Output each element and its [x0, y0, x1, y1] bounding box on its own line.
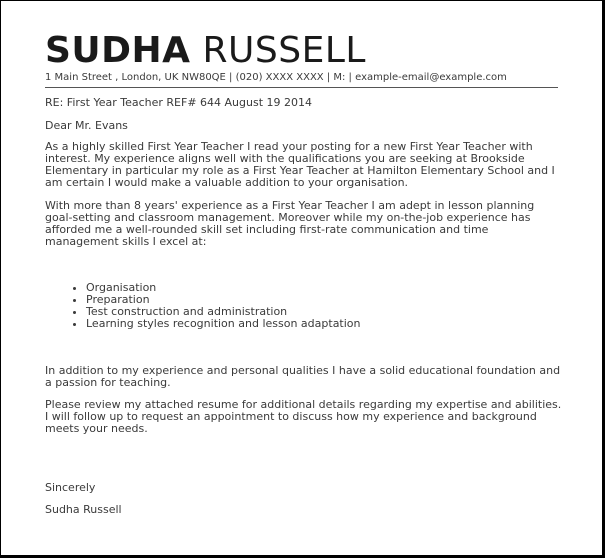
skills-list [45, 282, 361, 330]
closing: Sincerely [45, 481, 96, 494]
list-item: • Learning styles recognition and lesson adaptation [86, 318, 361, 330]
reference-line: RE: First Year Teacher REF# 644 August 19 2014 [45, 96, 312, 109]
applicant-name [45, 31, 366, 71]
paragraph-1-text: As a highly skilled First Year Teacher I read your posting for a new First Year Teacher with interest. My experience aligns well with the qualifications you are seeking at Brookside Elementary in particular my role as a First Year Teacher at Hamilton Elementary School and I am certain I would make a valuable addition to your organisation. [45, 140, 555, 189]
paragraph-1 [45, 141, 565, 189]
list-item: • Organisation [86, 282, 361, 294]
list-item: • Preparation [86, 294, 361, 306]
paragraph-2 [45, 200, 565, 248]
first-name: SUDHA [45, 30, 191, 71]
list-item: • Test construction and administration [86, 306, 361, 318]
header-divider [45, 87, 558, 88]
salutation: Dear Mr. Evans [45, 119, 128, 132]
paragraph-3 [45, 365, 565, 389]
paragraph-4 [45, 399, 565, 435]
paragraph-4-text: Please review my attached resume for additional details regarding my expertise and abilities. I will follow up to request an appointment to discuss how my experience and background meets your needs. [45, 398, 562, 435]
contact-line: 1 Main Street , London, UK NW80QE | (020) XXXX XXXX | M: | example-email@example.com [45, 72, 507, 83]
paragraph-3-text: In addition to my experience and personal qualities I have a solid educational foundation and a passion for teaching. [45, 364, 561, 389]
paragraph-2-text: With more than 8 years' experience as a First Year Teacher I am adept in lesson planning goal-setting and classroom management. Moreover while my on-the-job experience has afforded me a well-rounded skill set including first-rate communication and time management skills I excel at: [45, 199, 535, 248]
signature-name: Sudha Russell [45, 503, 122, 516]
last-name: RUSSELL [202, 30, 366, 71]
